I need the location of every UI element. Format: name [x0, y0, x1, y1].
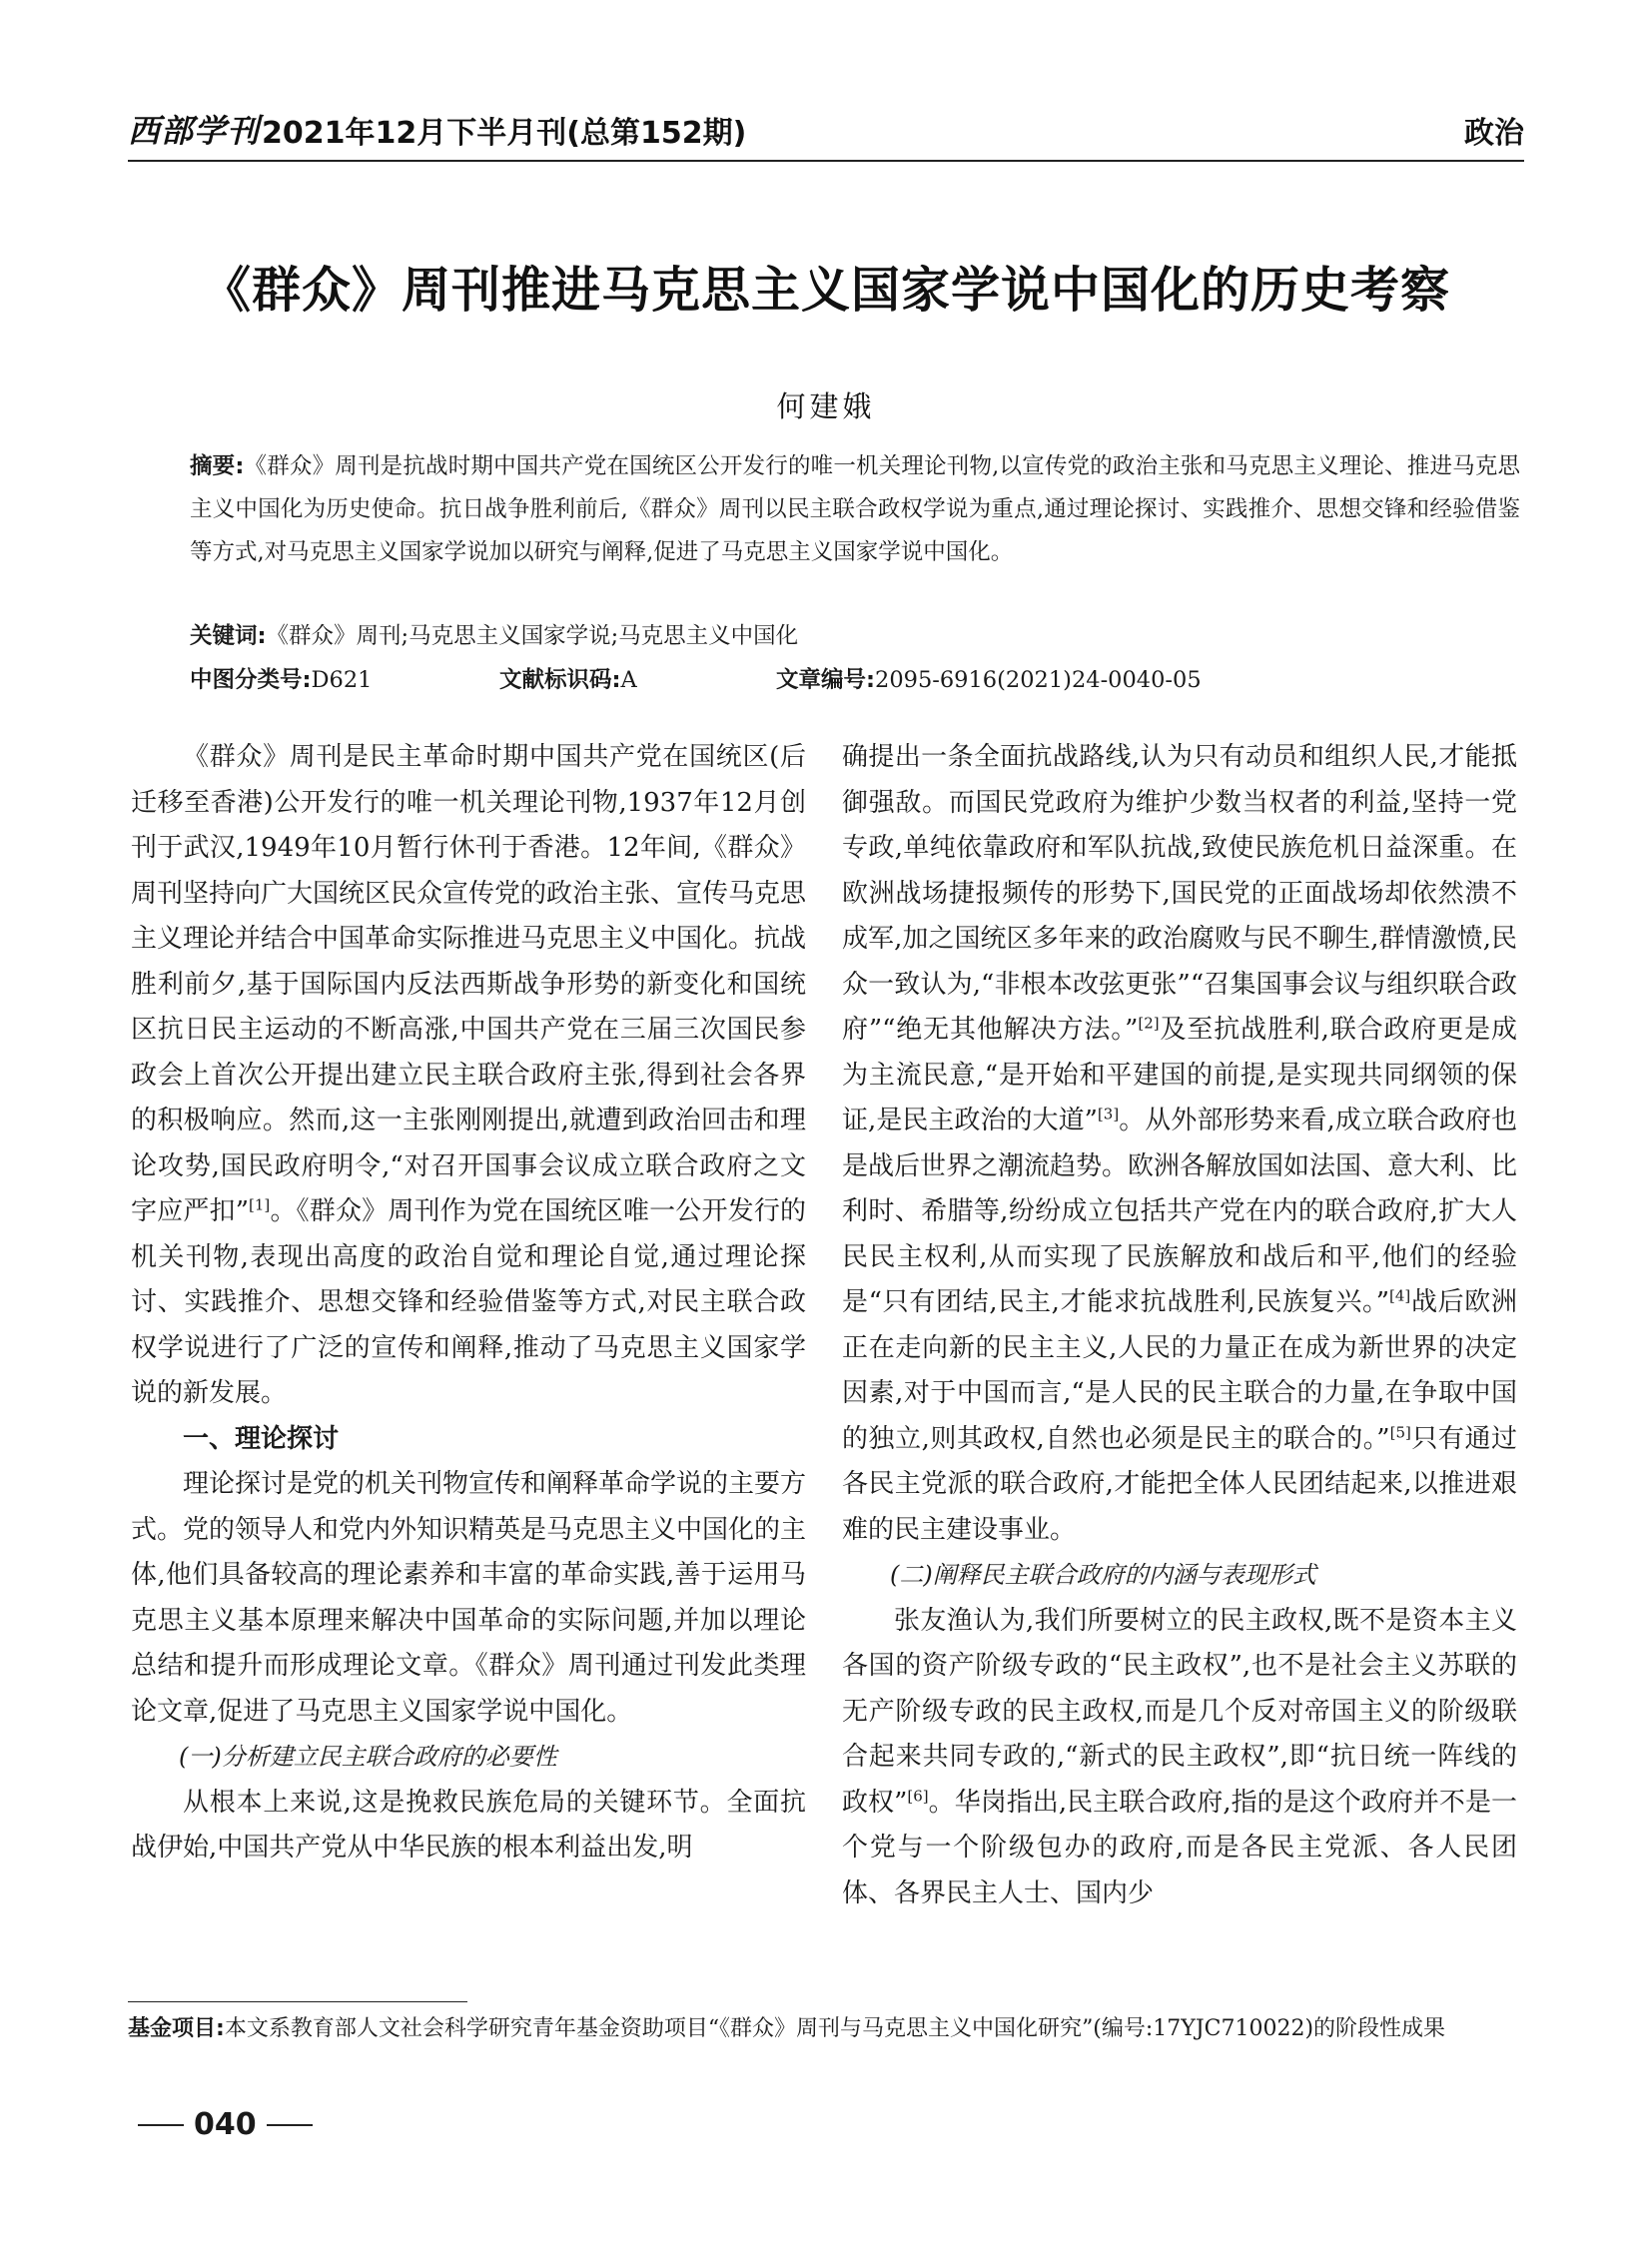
funding-footnote	[128, 2009, 1522, 2049]
citation-ref: [3]	[1097, 1105, 1120, 1123]
header-left	[128, 106, 746, 152]
body-text: 战后欧洲正在走向新的民主主义,人民的力量正在成为新世界的决定因素,对于中国而言,“是人民的民主联合的力量,在争取中国的独立,则其政权,自然也必须是民主的联合的。”	[842, 1287, 1517, 1454]
running-header	[128, 108, 1524, 152]
clc-code	[190, 659, 499, 702]
citation-ref: [2]	[1138, 1014, 1160, 1033]
footnote-divider	[128, 2001, 467, 2002]
keywords	[190, 615, 1520, 658]
body-text: 。华岗指出,民主联合政府,指的是这个政府并不是一个党与一个阶级包办的政府,而是各民主党派、各人民团体、各界民主人士、国内少	[842, 1787, 1518, 1908]
body-paragraph	[131, 735, 806, 1417]
keywords-label: 关键词:	[190, 623, 267, 649]
citation-ref: [6]	[907, 1786, 929, 1805]
body-text: 确提出一条全面抗战路线,认为只有动员和组织人民,才能抵御强敌。而国民党政府为维护少数当权者的利益,坚持一党专政,单纯依靠政府和军队抗战,致使民族危机日益深重。在欧洲战场捷报频传的形势下,国民党的正面战场却依然溃不成军,加之国统区多年来的政治腐败与民不聊生,群情激愤,民众一致认为,“非根本改弦更张”“召集国事会议与组织联合政府”“绝无其他解决方法。”	[842, 742, 1517, 1045]
body-paragraph	[842, 1599, 1517, 1917]
document-code	[499, 659, 776, 702]
body-text: 。《群众》周刊作为党在国统区唯一公开发行的机关刊物,表现出高度的政治自觉和理论自觉,通过理论探讨、实践推介、思想交锋和经验借鉴等方式,对民主联合政权学说进行了广泛的宣传和阐释,推动了马克思主义国家学说的新发展。	[131, 1196, 806, 1408]
article-number-label: 文章编号:	[776, 667, 875, 693]
body-text: 。从外部形势来看,成立联合政府也是战后世界之潮流趋势。欧洲各解放国如法国、意大利、比利时、希腊等,纷纷成立包括共产党在内的联合政府,扩大人民民主权利,从而实现了民族解放和战后和平,他们的经验是“只有团结,民主,才能求抗战胜利,民族复兴。”	[842, 1106, 1518, 1317]
section-heading: 一、理论探讨	[183, 1423, 340, 1454]
abstract	[190, 445, 1520, 574]
body-column-right	[842, 735, 1517, 1916]
section-label: 政治	[1464, 116, 1524, 151]
body-text: 《群众》周刊是民主革命时期中国共产党在国统区(后迁移至香港)公开发行的唯一机关理论刊物,1937年12月创刊于武汉,1949年10月暂行休刊于香港。12年间,《群众》周刊坚持向广大国统区民众宣传党的政治主张、宣传马克思主义理论并结合中国革命实际推进马克思主义中国化。抗战胜利前夕,基于国际国内反法西斯战争形势的新变化和国统区抗日民主运动的不断高涨,中国共产党在三届三次国民参政会上首次公开提出建立民主联合政府主张,得到社会各界的积极响应。然而,这一主张刚刚提出,就遭到政治回击和理论攻势,国民政府明令,“对召开国事会议成立联合政府之文字应严扣”	[131, 742, 807, 1226]
body-paragraph	[842, 735, 1517, 1553]
header-divider	[128, 160, 1524, 162]
body-text: 张友渔认为,我们所要树立的民主政权,既不是资本主义各国的资产阶级专政的“民主政权”,也不是社会主义苏联的无产阶级专政的民主政权,而是几个反对帝国主义的阶级联合起来共同专政的,“新式的民主政权”,即“抗日统一阵线的政权”	[842, 1605, 1517, 1818]
body-paragraph: 理论探讨是党的机关刊物宣传和阐释革命学说的主要方式。党的领导人和党内外知识精英是马克思主义中国化的主体,他们具备较高的理论素养和丰富的革命实践,善于运用马克思主义基本原理来解决中国革命的实际问题,并加以理论总结和提升而形成理论文章。《群众》周刊通过刊发此类理论文章,促进了马克思主义国家学说中国化。	[131, 1469, 807, 1727]
footnote-text: 本文系教育部人文社会科学研究青年基金资助项目“《群众》周刊与马克思主义中国化研究”(编号:17YJC710022)的阶段性成果	[224, 2016, 1446, 2041]
issue-info: 2021年12月下半月刊(总第152期)	[262, 116, 747, 151]
keywords-text: 《群众》周刊;马克思主义国家学说;马克思主义中国化	[266, 623, 799, 649]
author-name: 何建娥	[776, 389, 876, 423]
page-number	[128, 2107, 323, 2142]
citation-ref: [4]	[1389, 1286, 1411, 1305]
body-column-left	[131, 735, 806, 1871]
subsection-heading: (二)阐释民主联合政府的内涵与表现形式	[890, 1561, 1316, 1589]
page-dash-left	[138, 2124, 184, 2126]
clc-value: D621	[311, 667, 373, 693]
body-text: 只有通过各民主党派的联合政府,才能把全体人民团结起来,以推进艰难的民主建设事业。	[842, 1423, 1517, 1545]
clc-label: 中图分类号:	[190, 667, 312, 693]
page-number-value: 040	[194, 2107, 257, 2142]
citation-ref: [5]	[1389, 1422, 1411, 1441]
article-number-value: 2095-6916(2021)24-0040-05	[875, 667, 1202, 693]
citation-ref: [1]	[249, 1195, 271, 1214]
body-paragraph: 从根本上来说,这是挽救民族危局的关键环节。全面抗战伊始,中国共产党从中华民族的根本利益出发,明	[131, 1787, 806, 1863]
doc-label: 文献标识码:	[499, 667, 621, 693]
journal-logo: 西部学刊	[128, 112, 261, 150]
subsection-heading: (一)分析建立民主联合政府的必要性	[179, 1743, 557, 1771]
footnote-label: 基金项目:	[128, 2016, 225, 2041]
doc-value: A	[620, 667, 637, 693]
abstract-text: 《群众》周刊是抗战时期中国共产党在国统区公开发行的唯一机关理论刊物,以宣传党的政治主张和马克思主义理论、推进马克思主义中国化为历史使命。抗日战争胜利前后,《群众》周刊以民主联合政权学说为重点,通过理论探讨、实践推介、思想交锋和经验借鉴等方式,对马克思主义国家学说加以研究与阐释,促进了马克思主义国家学说中国化。	[190, 453, 1521, 565]
page-dash-right	[267, 2124, 313, 2126]
article-title: 《群众》周刊推进马克思主义国家学说中国化的历史考察	[201, 262, 1450, 319]
article-number	[776, 659, 1202, 702]
body-text: 及至抗战胜利,联合政府更是成为主流民意,“是开始和平建国的前提,是实现共同纲领的保证,是民主政治的大道”	[842, 1015, 1517, 1135]
classification-row	[190, 659, 1520, 702]
abstract-label: 摘要:	[190, 453, 245, 479]
